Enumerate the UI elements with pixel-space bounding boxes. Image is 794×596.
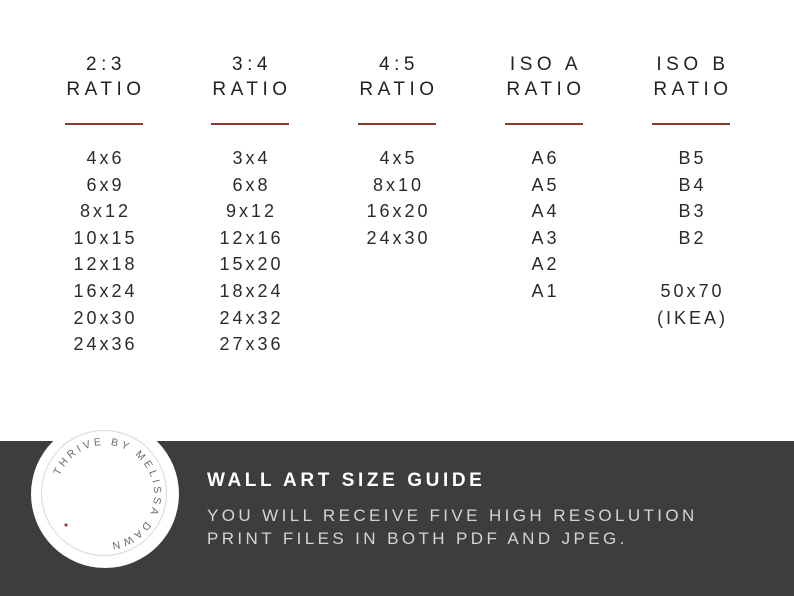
column-header-line2: RATIO — [359, 79, 439, 100]
size-item: 24x32 — [219, 307, 284, 328]
size-item: 50x70 — [660, 280, 725, 301]
column-divider — [505, 123, 583, 125]
size-item: 27x36 — [219, 334, 284, 355]
size-item: A5 — [531, 174, 560, 195]
column-divider — [65, 123, 143, 125]
ratio-columns — [0, 52, 794, 412]
size-item: 10x15 — [73, 227, 138, 248]
size-item: 16x20 — [366, 201, 431, 222]
size-item: 9x12 — [225, 201, 278, 222]
column-header-line1: ISO A — [509, 54, 583, 75]
size-item: A3 — [531, 227, 560, 248]
column-iso-b — [611, 52, 771, 331]
column-header — [208, 52, 291, 102]
size-item: A4 — [531, 201, 560, 222]
size-item: 4x5 — [379, 148, 418, 168]
column-3-4 — [170, 52, 330, 358]
size-list — [70, 145, 137, 358]
column-header-line1: 4:5 — [379, 54, 419, 75]
size-item: B5 — [678, 148, 707, 168]
size-list — [654, 145, 728, 331]
brand-logo-badge — [31, 420, 179, 568]
column-header-line2: RATIO — [653, 79, 733, 100]
column-iso-a — [464, 52, 624, 305]
column-header-line2: RATIO — [212, 79, 292, 100]
size-item: 8x12 — [79, 201, 132, 222]
size-item: A6 — [531, 148, 560, 168]
size-item: 6x8 — [232, 174, 271, 195]
column-header — [355, 52, 438, 102]
column-header-line1: 3:4 — [232, 54, 272, 75]
size-list — [363, 145, 430, 251]
brand-logo-text: THRIVE BY MELISSA DAWN — [51, 435, 164, 552]
column-header-line1: 2:3 — [86, 54, 126, 75]
column-header — [502, 52, 585, 102]
size-item: 6x9 — [86, 174, 125, 195]
size-item: 4x6 — [86, 148, 125, 168]
size-item: 12x18 — [73, 254, 138, 275]
size-item: B4 — [678, 174, 707, 195]
size-item — [689, 251, 692, 278]
size-item: 3x4 — [232, 148, 271, 168]
column-header-line1: ISO B — [656, 54, 730, 75]
size-item: 12x16 — [219, 227, 284, 248]
size-item: 8x10 — [372, 174, 425, 195]
badge-dot — [64, 523, 67, 526]
column-header-line2: RATIO — [66, 79, 146, 100]
size-item: 24x36 — [73, 334, 138, 355]
size-item: 15x20 — [219, 254, 284, 275]
size-item: B3 — [678, 201, 707, 222]
column-header — [649, 52, 732, 102]
brand-logo — [31, 420, 179, 568]
footer-line-1: YOU WILL RECEIVE FIVE HIGH RESOLUTION — [207, 506, 698, 525]
size-item: (IKEA) — [656, 307, 728, 328]
size-list — [528, 145, 559, 305]
column-divider — [358, 123, 436, 125]
size-list — [216, 145, 283, 358]
size-item: 16x24 — [73, 280, 138, 301]
column-header — [62, 52, 145, 102]
size-item: 18x24 — [219, 280, 284, 301]
column-2-3 — [24, 52, 184, 358]
column-4-5 — [317, 52, 477, 251]
footer-line-2: PRINT FILES IN BOTH PDF AND JPEG. — [207, 529, 628, 548]
size-item: B2 — [678, 227, 707, 248]
column-divider — [211, 123, 289, 125]
size-item: 20x30 — [73, 307, 138, 328]
size-item: A2 — [531, 254, 560, 275]
size-item: A1 — [531, 280, 560, 301]
footer-title: WALL ART SIZE GUIDE — [207, 470, 486, 491]
column-divider — [652, 123, 730, 125]
column-header-line2: RATIO — [506, 79, 586, 100]
size-item: 24x30 — [366, 227, 431, 248]
